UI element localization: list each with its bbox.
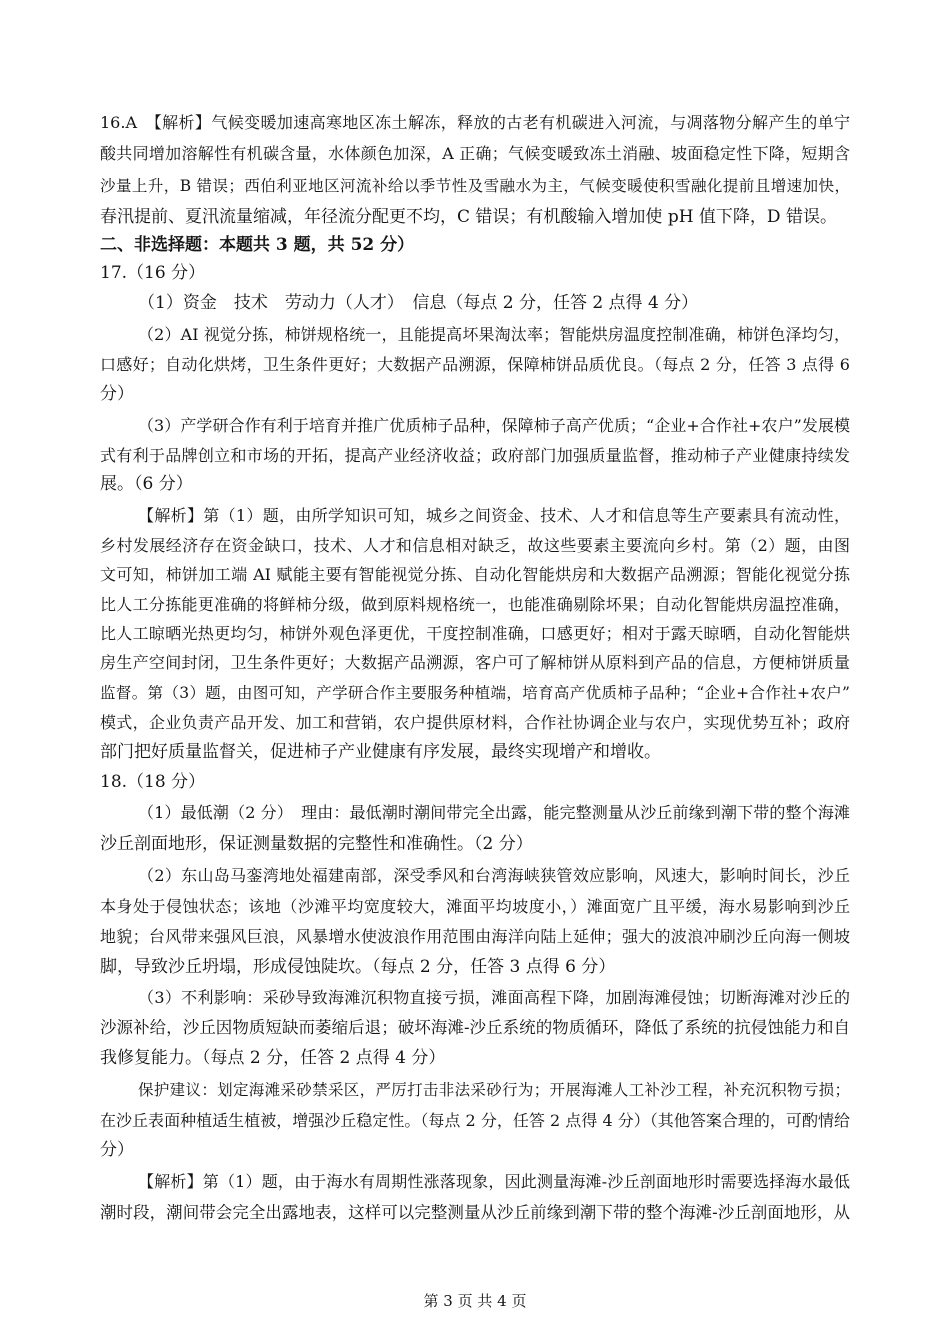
section-heading: 二、非选择题：本题共 3 题，共 52 分） [100,235,415,255]
q18-part3-line-2: 沙源补给，沙丘因物质短缺而萎缩后退；破坏海滩-沙丘系统的物质循环，降低了系统的抗侵蚀能力和自 [100,1018,850,1037]
q16-line-4: 春汛提前、夏汛流量缩减，年径流分配更不均，C 错误；有机酸输入增加使 pH 值下降，D 错误。 [100,207,837,227]
q17-analysis-line-8: 模式，企业负责产品开发、加工和营销，农户提供原材料，合作社协调企业与农户，实现优势互补；政府 [100,713,850,732]
q18-part2-line-2: 本身处于侵蚀状态；该地（沙滩平均宽度较大，滩面平均坡度小，）滩面宽广且平缓，海水易影响到沙丘 [100,897,850,916]
q17-part2-line-2: 口感好；自动化烘烤，卫生条件更好；大数据产品溯源，保障柿饼品质优良。（每点 2 分，任答 3 点得 6 [100,355,850,374]
q18-protection-line-1: 保护建议：划定海滩采砂禁采区，严厉打击非法采砂行为；开展海滩人工补沙工程，补充沉积物亏损； [138,1081,850,1099]
q17-analysis-line-6: 房生产空间封闭，卫生条件更好；大数据产品溯源，客户可了解柿饼从原料到产品的信息，方便柿饼质量 [100,653,850,672]
q18-part2-line-4: 脚，导致沙丘坍塌，形成侵蚀陡坎。（每点 2 分，任答 3 点得 6 分） [100,957,616,977]
q17-analysis-line-3: 文可知，柿饼加工端 AI 赋能主要有智能视觉分拣、自动化智能烘房和大数据产品溯源；智能化视觉分拣 [100,565,850,584]
q16-line-2: 酸共同增加溶解性有机碳含量，水体颜色加深，A 正确；气候变暖致冻土消融、坡面稳定性下降，短期含 [100,144,850,163]
q17-heading: 17.（16 分） [100,263,206,283]
q17-part3-line-3: 展。（6 分） [100,474,193,494]
q18-protection-line-2: 在沙丘表面种植适生植被，增强沙丘稳定性。（每点 2 分，任答 2 点得 4 分）（其他答案合理的，可酌情给 [100,1111,850,1130]
page-footer: 第 3 页 共 4 页 [423,1292,527,1310]
q17-analysis-line-7: 监督。第（3）题，由图可知，产学研合作主要服务种植端，培育高产优质柿子品种；“企业+合作社+农户” [100,684,850,702]
q17-part1: （1）资金 技术 劳动力（人才） 信息（每点 2 分，任答 2 点得 4 分） [138,293,699,313]
q17-analysis-line-2: 乡村发展经济存在资金缺口，技术、人才和信息相对缺乏，故这些要素主要流向乡村。第（2）题，由图 [100,536,850,555]
q18-part2-line-3: 地貌；台风带来强风巨浪，风暴增水使波浪作用范围由海洋向陆上延伸；强大的波浪冲刷沙丘向海一侧坡 [100,927,850,946]
q18-part3-line-1: （3）不利影响：采砂导致海滩沉积物直接亏损，滩面高程下降，加剧海滩侵蚀；切断海滩对沙丘的 [138,988,850,1007]
q18-part1-line-1: （1）最低潮（2 分） 理由：最低潮时潮间带完全出露，能完整测量从沙丘前缘到潮下带的整个海滩 [138,803,850,822]
q16-line-1: 16.A 【解析】气候变暖加速高寒地区冻土解冻，释放的古老有机碳进入河流，与凋落物分解产生的单宁 [100,113,850,132]
q18-protection-line-3: 分） [100,1140,134,1160]
q18-part3-line-3: 我修复能力。（每点 2 分，任答 2 点得 4 分） [100,1048,446,1068]
q18-part2-line-1: （2）东山岛马銮湾地处福建南部，深受季风和台湾海峡狭管效应影响，风速大，影响时间长，沙丘 [138,866,850,885]
q17-part2-line-1: （2）AI 视觉分拣，柿饼规格统一，且能提高坏果淘汰率；智能烘房温度控制准确，柿饼色泽均匀， [138,325,850,344]
q18-part1-line-2: 沙丘剖面地形，保证测量数据的完整性和准确性。（2 分） [100,834,533,854]
q17-part3-line-2: 式有利于品牌创立和市场的开拓，提高产业经济收益；政府部门加强质量监督，推动柿子产业健康持续发 [100,446,850,465]
q18-analysis-line-1: 【解析】第（1）题，由于海水有周期性涨落现象，因此测量海滩-沙丘剖面地形时需要选择海水最低 [138,1172,850,1191]
q16-line-3: 沙量上升，B 错误；西伯利亚地区河流补给以季节性及雪融水为主，气候变暖使积雪融化提前且增速加快， [100,177,850,195]
q17-analysis-line-5: 比人工晾晒光热更均匀，柿饼外观色泽更优，干度控制准确，口感更好；相对于露天晾晒，自动化智能烘 [100,624,850,643]
q18-analysis-line-2: 潮时段，潮间带会完全出露地表，这样可以完整测量从沙丘前缘到潮下带的整个海滩-沙丘剖面地形，从 [100,1203,850,1222]
q17-analysis-line-1: 【解析】第（1）题，由所学知识可知，城乡之间资金、技术、人才和信息等生产要素具有流动性， [138,506,850,525]
q18-heading: 18.（18 分） [100,772,206,792]
q17-analysis-line-4: 比人工分拣能更准确的将鲜柿分级，做到原料规格统一，也能准确剔除坏果；自动化智能烘房温控准确， [100,595,850,614]
q17-part2-line-3: 分） [100,384,134,404]
q17-analysis-line-9: 部门把好质量监督关，促进柿子产业健康有序发展，最终实现增产和增收。 [100,742,661,762]
q17-part3-line-1: （3）产学研合作有利于培育并推广优质柿子品种，保障柿子高产优质；“企业+合作社+农户”发展模 [138,416,850,435]
